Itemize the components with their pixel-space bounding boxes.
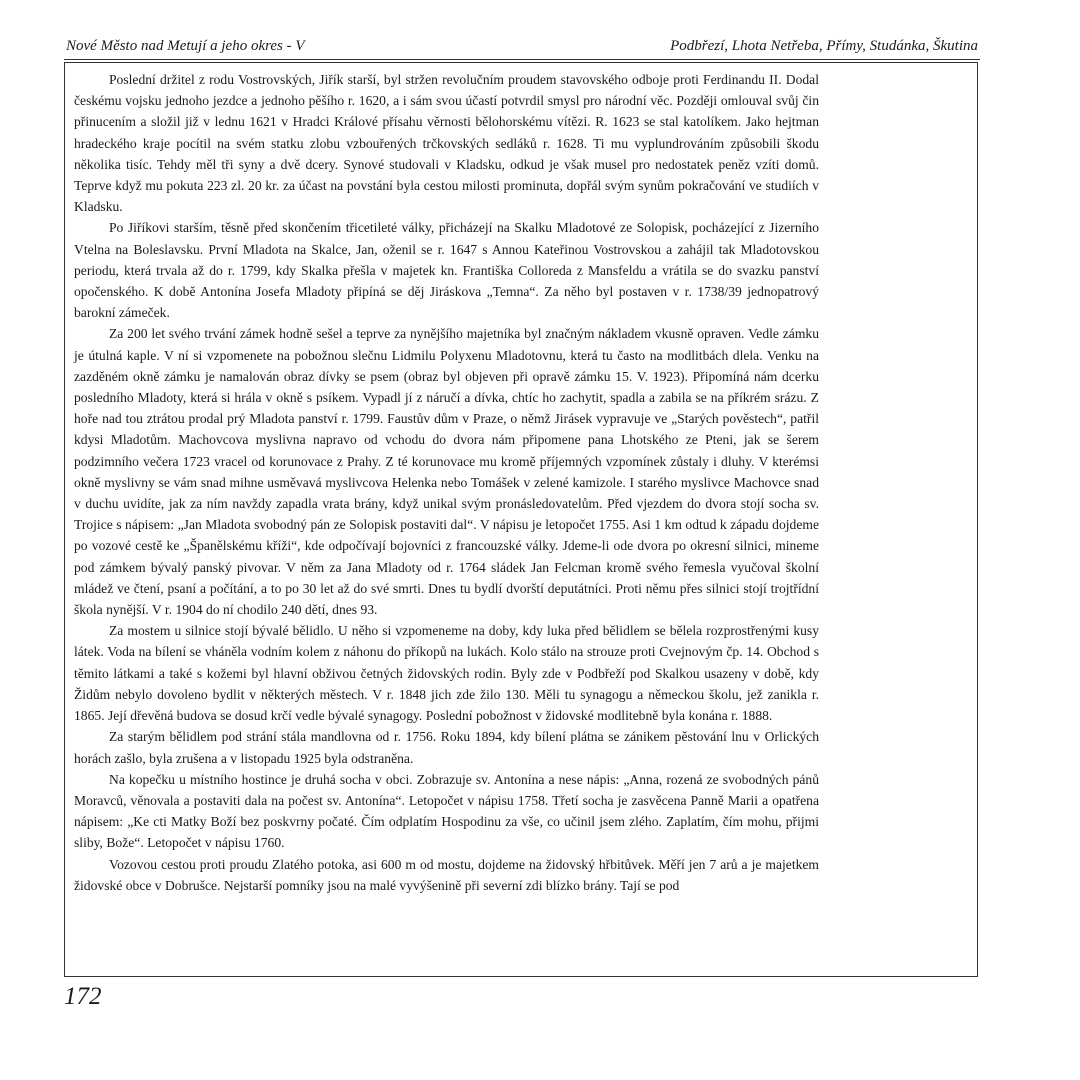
- running-head-left: Nové Město nad Metují a jeho okres - V: [66, 38, 305, 54]
- paragraph: Poslední držitel z rodu Vostrovských, Jiřík starší, byl stržen revolučním proudem stavovského odboje proti Ferdinandu II. Dodal českému vojsku jednoho jezdce a jednoho pěšího r. 1620, a i sám svou účastí potvrdil smysl pro národní věc. Později omlouval svůj čin přinucením a složil již v lednu 1621 v Hradci Králové přísahu věrnosti bělohorskému vítězi. R. 1623 se stal katolíkem. Jako hejtman hradeckého kraje pocítil na svém statku zlobu vzbouřených trčkovských sedláků r. 1628. Ti mu vyplundrováním způsobili škodu několika tisíc. Tehdy měl tři syny a dvě dcery. Synové studovali v Kladsku, odkud je však musel pro nedostatek peněz vzíti domů. Teprve když mu pokuta 223 zl. 20 kr. za účast na povstání byla cestou milosti prominuta, dopřál svým synům pokračování ve studiích v Kladsku.: [74, 72, 819, 215]
- header-rule: [64, 59, 980, 60]
- paragraph: Vozovou cestou proti proudu Zlatého potoka, asi 600 m od mostu, dojdeme na židovský hřbitůvek. Měří jen 7 arů a je majetkem židovské obce v Dobrušce. Nejstarší pomníky jsou na malé vyvýšenině při severní zdi blízko brány. Tají se pod: [74, 856, 819, 893]
- paragraph: Za 200 let svého trvání zámek hodně sešel a teprve za nynějšího majetníka byl značným nákladem vkusně opraven. Vedle zámku je útulná kaple. V ní si vzpomenete na pobožnou slečnu Lidmilu Polyxenu Mladotovnu, která tu často na modlitbách dlela. Venku na zazděném okně zámku je namalován obraz dívky se psem (obraz byl objeven při opravě zámku 15. V. 1923). Připomíná nám dcerku posledního Mladoty, která si hrála v okně s psíkem. Vypadl jí z náručí a dívka, chtíc ho zachytit, spadla a zabila se na příkrém srázu. Z hoře nad tou ztrátou prodal prý Mladota panství r. 1799. Faustův dům v Praze, o němž Jirásek vypravuje ve „Starých pověstech“, patřil kdysi Mladotům. Machovcova myslivna napravo od vchodu do dvora nám připomene pana Lhotského ze Pteni, jak se šerem podzimního večera 1723 vracel od korunovace z Prahy. Z té korunovace mu kromě příjemných vzpomínek zůstaly i dluhy. V kterémsi okně myslivny se vám snad mihne usměvavá myslivcova Helenka nebo Tomášek v zelené kamizole. I starého myslivce Machovce snad v duchu uvidíte, jak za ním navždy zapadla vrata brány, když unikal svým pronásledovatelům. Před vjezdem do dvora stojí socha sv. Trojice s nápisem: „Jan Mladota svobodný pán ze Solopisk postaviti dal“. V nápisu je letopočet 1755. Asi 1 km odtud k západu dojdeme po vozové cestě ke „Španělskému kříži“, kde odpočívají bojovníci z francouzské války. Jdeme-li ode dvora po okresní silnici, mineme pod zámkem bývalý panský pivovar. V něm za Jana Mladoty od r. 1764 sládek Jan Felcman kromě svého řemesla vyučoval školní mládež ve čtení, psaní a počítání, a to po 30 let až do své smrti. Dnes tu bydlí dvorští deputátníci. Proti němu přes silnici stojí trojtřídní škola nynější. V r. 1904 do ní chodilo 240 dětí, dnes 93.: [74, 326, 819, 618]
- paragraph: Za starým bělidlem pod strání stála mandlovna od r. 1756. Roku 1894, kdy bílení plátna se zánikem pěstování lnu v Orlických horách zašlo, byla zrušena a v listopadu 1925 byla odstraněna.: [74, 729, 819, 766]
- running-head-right: Podbřezí, Lhota Netřeba, Přímy, Studánka, Škutina: [670, 38, 978, 54]
- paragraph: Na kopečku u místního hostince je druhá socha v obci. Zobrazuje sv. Antonína a nese nápis: „Anna, rozená ze svobodných pánů Moravců, věnovala a postaviti dala na počest sv. Antonína“. Letopočet v nápisu 1758. Třetí socha je zasvěcena Panně Marii a opatřena nápisem: „Ke cti Matky Boží bez poskvrny počaté. Čím odplatím Hospodinu za vše, co učinil jsem zlého. Zaplatím, čím mohu, přijmi sliby, Bože“. Letopočet v nápisu 1760.: [74, 771, 819, 851]
- page-number: 172: [64, 983, 102, 1010]
- paragraph: Za mostem u silnice stojí bývalé bělidlo. U něho si vzpomeneme na doby, kdy luka před bělidlem se bělela rozprostřenými kusy látek. Voda na bílení se vháněla vodním kolem z náhonu do příkopů na lukách. Kolo stálo na strouze proti Cvejnovým čp. 14. Obchod s těmito látkami a také s kožemi byl hlavní obživou četných židovských rodin. Byly zde v Podbřeží pod Skalkou usazeny v době, kdy Židům nebylo dovoleno bydlit v některých městech. V r. 1848 jich zde žilo 130. Měli tu synagogu a německou školu, jež zanikla r. 1865. Její dřevěná budova se dosud krčí vedle bývalé synagogy. Poslední pobožnost v židovské modlitebně byla konána r. 1888.: [74, 623, 819, 724]
- paragraph: Po Jiříkovi starším, těsně před skončením třicetileté války, přicházejí na Skalku Mladotové ze Solopisk, pocházející z Jizerního Vtelna na Boleslavsku. První Mladota na Skalce, Jan, oženil se r. 1647 s Annou Kateřinou Vostrovskou a zahájil tak Mladotovskou periodu, která trvala až do r. 1799, kdy Skalka přešla v majetek kn. Františka Colloreda z Mansfeldu a vrátila se do svazku panství opočenského. K době Antonína Josefa Mladoty připíná se děj Jiráskova „Temna“. Za něho byl postaven v r. 1738/39 jednopatrový barokní zámeček.: [74, 220, 819, 321]
- body-text: [74, 69, 819, 896]
